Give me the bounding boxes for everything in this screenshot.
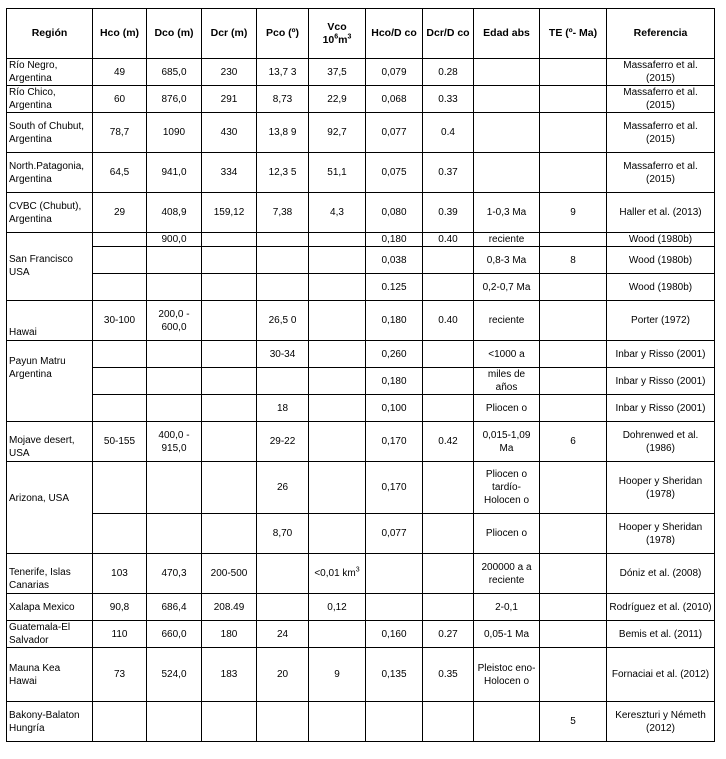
te-cell <box>540 59 607 86</box>
hco-cell: 103 <box>93 554 147 594</box>
te-cell <box>540 462 607 514</box>
hco-cell <box>93 462 147 514</box>
dco-cell: 408,9 <box>147 193 202 233</box>
dco-cell: 686,4 <box>147 594 202 621</box>
edad-cell: Pleistoc eno-Holocen o <box>474 648 540 702</box>
hco-dco-cell: 0,077 <box>366 514 423 554</box>
edad-cell: reciente <box>474 301 540 341</box>
dco-cell <box>147 395 202 422</box>
dco-cell: 524,0 <box>147 648 202 702</box>
hco-cell: 90,8 <box>93 594 147 621</box>
header-dco: Dco (m) <box>147 9 202 59</box>
hco-cell: 60 <box>93 86 147 113</box>
vco-cell <box>309 233 366 247</box>
pco-cell: 7,38 <box>257 193 309 233</box>
hco-cell <box>93 702 147 742</box>
dcr-dco-cell: 0.4 <box>423 113 474 153</box>
dco-cell: 660,0 <box>147 621 202 648</box>
hco-dco-cell: 0.125 <box>366 274 423 301</box>
table-row <box>7 594 715 621</box>
hco-cell: 49 <box>93 59 147 86</box>
dcr-cell: 159,12 <box>202 193 257 233</box>
te-cell <box>540 274 607 301</box>
vco-value: <0,01 km <box>314 568 356 579</box>
dco-cell: 400,0 - 915,0 <box>147 422 202 462</box>
edad-cell: miles de años <box>474 368 540 395</box>
hco-dco-cell: 0,080 <box>366 193 423 233</box>
dcr-cell <box>202 395 257 422</box>
table-row <box>7 648 715 702</box>
header-hco-dco: Hco/D co <box>366 9 423 59</box>
pco-cell <box>257 554 309 594</box>
referencia-cell: Porter (1972) <box>607 301 715 341</box>
header-vco-label: Vco <box>327 20 347 33</box>
dco-cell: 470,3 <box>147 554 202 594</box>
vco-cell <box>309 422 366 462</box>
hco-cell: 78,7 <box>93 113 147 153</box>
edad-cell: Pliocen o <box>474 514 540 554</box>
vco-cell <box>309 395 366 422</box>
dcr-dco-cell: 0.35 <box>423 648 474 702</box>
dcr-dco-cell <box>423 702 474 742</box>
dcr-dco-cell <box>423 274 474 301</box>
edad-cell: 0,015-1,09 Ma <box>474 422 540 462</box>
dcr-cell <box>202 368 257 395</box>
region-cell: Río Negro, Argentina <box>7 59 93 86</box>
referencia-cell: Inbar y Risso (2001) <box>607 341 715 368</box>
pco-cell: 13,7 3 <box>257 59 309 86</box>
hco-cell <box>93 341 147 368</box>
header-vco-unit-b: m <box>338 33 348 46</box>
edad-cell: <1000 a <box>474 341 540 368</box>
header-vco-unit-sup: 6 <box>334 33 339 40</box>
pco-cell: 24 <box>257 621 309 648</box>
pco-cell: 13,8 9 <box>257 113 309 153</box>
pco-cell: 26,5 0 <box>257 301 309 341</box>
referencia-cell: Rodríguez et al. (2010) <box>607 594 715 621</box>
referencia-cell: Wood (1980b) <box>607 233 715 247</box>
table-row <box>7 462 715 514</box>
vco-cell: 51,1 <box>309 153 366 193</box>
edad-cell <box>474 702 540 742</box>
dcr-dco-cell <box>423 395 474 422</box>
dco-cell <box>147 341 202 368</box>
vco-cell <box>309 301 366 341</box>
table-row <box>7 341 715 368</box>
te-cell <box>540 554 607 594</box>
header-vco-unit-sup2: 3 <box>347 33 352 40</box>
hco-cell: 50-155 <box>93 422 147 462</box>
edad-cell: 0,05-1 Ma <box>474 621 540 648</box>
edad-cell: reciente <box>474 233 540 247</box>
table-row <box>7 113 715 153</box>
te-cell <box>540 113 607 153</box>
header-dcr-dco: Dcr/D co <box>423 9 474 59</box>
header-hco: Hco (m) <box>93 9 147 59</box>
te-cell: 6 <box>540 422 607 462</box>
te-cell: 9 <box>540 193 607 233</box>
hco-dco-cell: 0,160 <box>366 621 423 648</box>
dcr-dco-cell <box>423 554 474 594</box>
te-cell <box>540 341 607 368</box>
region-cell: Guatemala-El Salvador <box>7 621 93 648</box>
dco-cell: 200,0 - 600,0 <box>147 301 202 341</box>
dcr-dco-cell <box>423 594 474 621</box>
hco-dco-cell: 0,077 <box>366 113 423 153</box>
edad-cell <box>474 86 540 113</box>
dco-cell <box>147 368 202 395</box>
pco-cell: 12,3 5 <box>257 153 309 193</box>
table-row <box>7 702 715 742</box>
vco-cell <box>309 514 366 554</box>
dcr-dco-cell <box>423 341 474 368</box>
dcr-cell <box>202 422 257 462</box>
te-cell <box>540 86 607 113</box>
vco-cell: 0,12 <box>309 594 366 621</box>
region-cell: Mauna Kea Hawai <box>7 648 93 702</box>
dcr-dco-cell: 0.39 <box>423 193 474 233</box>
referencia-cell: Fornaciai et al. (2012) <box>607 648 715 702</box>
dco-cell <box>147 702 202 742</box>
referencia-cell: Inbar y Risso (2001) <box>607 368 715 395</box>
region-cell: Bakony-Balaton Hungría <box>7 702 93 742</box>
dcr-cell: 208.49 <box>202 594 257 621</box>
vco-cell: 22,9 <box>309 86 366 113</box>
dcr-dco-cell: 0.33 <box>423 86 474 113</box>
referencia-cell: Wood (1980b) <box>607 274 715 301</box>
hco-dco-cell: 0,170 <box>366 422 423 462</box>
vco-cell <box>309 462 366 514</box>
header-region: Región <box>7 9 93 59</box>
table-row <box>7 422 715 462</box>
edad-cell: 200000 a a reciente <box>474 554 540 594</box>
pco-cell <box>257 594 309 621</box>
dco-cell <box>147 274 202 301</box>
table-row <box>7 514 715 554</box>
dcr-cell <box>202 341 257 368</box>
dco-cell <box>147 514 202 554</box>
region-cell: Arizona, USA <box>7 462 93 554</box>
referencia-cell: Massaferro et al. (2015) <box>607 59 715 86</box>
edad-cell: 0,8-3 Ma <box>474 247 540 274</box>
dcr-cell: 180 <box>202 621 257 648</box>
dcr-cell: 291 <box>202 86 257 113</box>
referencia-cell: Haller et al. (2013) <box>607 193 715 233</box>
dco-cell: 941,0 <box>147 153 202 193</box>
hco-cell: 73 <box>93 648 147 702</box>
region-cell: South of Chubut, Argentina <box>7 113 93 153</box>
hco-dco-cell: 0,100 <box>366 395 423 422</box>
vco-cell: 9 <box>309 648 366 702</box>
hco-cell <box>93 233 147 247</box>
dcr-cell: 200-500 <box>202 554 257 594</box>
hco-dco-cell: 0,075 <box>366 153 423 193</box>
hco-cell <box>93 514 147 554</box>
pco-cell <box>257 702 309 742</box>
dco-cell: 876,0 <box>147 86 202 113</box>
edad-cell: 2-0,1 <box>474 594 540 621</box>
pco-cell: 8,70 <box>257 514 309 554</box>
dcr-dco-cell <box>423 462 474 514</box>
hco-cell: 64,5 <box>93 153 147 193</box>
hco-cell: 30-100 <box>93 301 147 341</box>
table-row <box>7 193 715 233</box>
hco-cell <box>93 274 147 301</box>
dcr-dco-cell <box>423 514 474 554</box>
dcr-cell <box>202 274 257 301</box>
te-cell <box>540 395 607 422</box>
edad-cell <box>474 153 540 193</box>
hco-dco-cell: 0,079 <box>366 59 423 86</box>
hco-dco-cell <box>366 594 423 621</box>
edad-cell: Pliocen o <box>474 395 540 422</box>
dcr-dco-cell <box>423 247 474 274</box>
header-edad: Edad abs <box>474 9 540 59</box>
referencia-cell: Hooper y Sheridan (1978) <box>607 462 715 514</box>
te-cell <box>540 233 607 247</box>
table-row <box>7 59 715 86</box>
data-table-container <box>6 8 715 742</box>
dco-cell: 1090 <box>147 113 202 153</box>
te-cell: 5 <box>540 702 607 742</box>
region-cell: Hawai <box>7 301 93 341</box>
hco-cell <box>93 368 147 395</box>
table-row <box>7 247 715 274</box>
dcr-dco-cell: 0.42 <box>423 422 474 462</box>
pco-cell: 30-34 <box>257 341 309 368</box>
hco-dco-cell: 0,180 <box>366 301 423 341</box>
vco-cell <box>309 368 366 395</box>
table-row <box>7 368 715 395</box>
region-cell: Río Chico, Argentina <box>7 86 93 113</box>
hco-cell <box>93 395 147 422</box>
crater-morphometry-table <box>6 8 715 742</box>
pco-cell <box>257 247 309 274</box>
edad-cell: 0,2-0,7 Ma <box>474 274 540 301</box>
vco-cell <box>309 341 366 368</box>
hco-dco-cell: 0,038 <box>366 247 423 274</box>
table-row <box>7 554 715 594</box>
dcr-cell <box>202 462 257 514</box>
table-row <box>7 395 715 422</box>
region-cell: Tenerife, Islas Canarias <box>7 554 93 594</box>
pco-cell: 29-22 <box>257 422 309 462</box>
hco-dco-cell: 0,180 <box>366 368 423 395</box>
table-row <box>7 86 715 113</box>
header-vco-unit-a: 10 <box>322 33 335 46</box>
pco-cell: 20 <box>257 648 309 702</box>
edad-cell <box>474 113 540 153</box>
vco-unit-sup: 3 <box>355 566 360 574</box>
dcr-dco-cell: 0.40 <box>423 301 474 341</box>
edad-cell <box>474 59 540 86</box>
dcr-cell: 430 <box>202 113 257 153</box>
te-cell <box>540 594 607 621</box>
region-cell: Payun Matru Argentina <box>7 341 93 422</box>
table-row <box>7 621 715 648</box>
te-cell: 8 <box>540 247 607 274</box>
dcr-cell <box>202 514 257 554</box>
hco-cell <box>93 247 147 274</box>
referencia-cell: Dohrenwed et al. (1986) <box>607 422 715 462</box>
dcr-cell: 334 <box>202 153 257 193</box>
vco-cell <box>309 554 366 594</box>
dco-cell <box>147 462 202 514</box>
referencia-cell: Inbar y Risso (2001) <box>607 395 715 422</box>
referencia-cell: Massaferro et al. (2015) <box>607 86 715 113</box>
region-cell: San Francisco USA <box>7 233 93 301</box>
table-row <box>7 153 715 193</box>
header-pco: Pco (º) <box>257 9 309 59</box>
hco-cell: 29 <box>93 193 147 233</box>
dcr-dco-cell: 0.28 <box>423 59 474 86</box>
dco-cell <box>147 247 202 274</box>
table-row <box>7 301 715 341</box>
te-cell <box>540 514 607 554</box>
vco-cell: 4,3 <box>309 193 366 233</box>
dcr-dco-cell: 0.40 <box>423 233 474 247</box>
vco-cell <box>309 621 366 648</box>
hco-cell: 110 <box>93 621 147 648</box>
referencia-cell: Dóniz et al. (2008) <box>607 554 715 594</box>
referencia-cell: Wood (1980b) <box>607 247 715 274</box>
edad-cell: Pliocen o tardío-Holocen o <box>474 462 540 514</box>
hco-dco-cell: 0,180 <box>366 233 423 247</box>
header-te: TE (º- Ma) <box>540 9 607 59</box>
referencia-cell: Hooper y Sheridan (1978) <box>607 514 715 554</box>
vco-cell <box>309 274 366 301</box>
dcr-dco-cell: 0.37 <box>423 153 474 193</box>
te-cell <box>540 621 607 648</box>
header-dcr: Dcr (m) <box>202 9 257 59</box>
referencia-cell: Kereszturi y Németh (2012) <box>607 702 715 742</box>
hco-dco-cell: 0,260 <box>366 341 423 368</box>
dco-cell: 900,0 <box>147 233 202 247</box>
dcr-dco-cell: 0.27 <box>423 621 474 648</box>
hco-dco-cell: 0,170 <box>366 462 423 514</box>
hco-dco-cell: 0,135 <box>366 648 423 702</box>
dcr-cell: 183 <box>202 648 257 702</box>
region-cell: Mojave desert, USA <box>7 422 93 462</box>
vco-cell: 92,7 <box>309 113 366 153</box>
pco-cell: 18 <box>257 395 309 422</box>
vco-cell <box>309 702 366 742</box>
te-cell <box>540 153 607 193</box>
te-cell <box>540 301 607 341</box>
pco-cell <box>257 233 309 247</box>
region-cell: North.Patagonia, Argentina <box>7 153 93 193</box>
header-referencia: Referencia <box>607 9 715 59</box>
dco-cell: 685,0 <box>147 59 202 86</box>
table-row <box>7 233 715 247</box>
edad-cell: 1-0,3 Ma <box>474 193 540 233</box>
referencia-cell: Bemis et al. (2011) <box>607 621 715 648</box>
dcr-cell <box>202 301 257 341</box>
referencia-cell: Massaferro et al. (2015) <box>607 153 715 193</box>
vco-cell <box>309 247 366 274</box>
te-cell <box>540 368 607 395</box>
te-cell <box>540 648 607 702</box>
hco-dco-cell <box>366 702 423 742</box>
region-cell: CVBC (Chubut), Argentina <box>7 193 93 233</box>
pco-cell: 8,73 <box>257 86 309 113</box>
dcr-cell: 230 <box>202 59 257 86</box>
pco-cell <box>257 274 309 301</box>
header-row <box>7 9 715 59</box>
vco-cell: 37,5 <box>309 59 366 86</box>
referencia-cell: Massaferro et al. (2015) <box>607 113 715 153</box>
dcr-cell <box>202 233 257 247</box>
header-vco <box>309 9 366 59</box>
dcr-cell <box>202 247 257 274</box>
table-row <box>7 274 715 301</box>
pco-cell: 26 <box>257 462 309 514</box>
hco-dco-cell <box>366 554 423 594</box>
dcr-dco-cell <box>423 368 474 395</box>
pco-cell <box>257 368 309 395</box>
hco-dco-cell: 0,068 <box>366 86 423 113</box>
region-cell: Xalapa Mexico <box>7 594 93 621</box>
dcr-cell <box>202 702 257 742</box>
